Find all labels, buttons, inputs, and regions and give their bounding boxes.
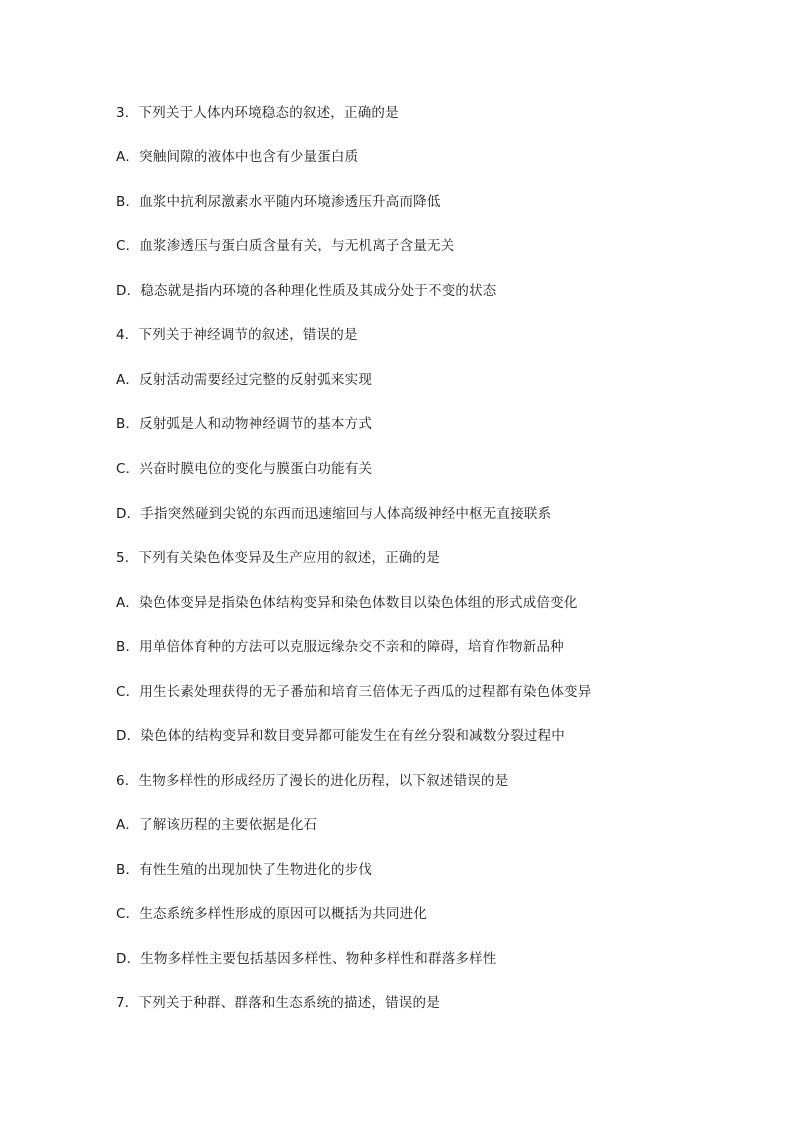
question-5-option-c: C．用生长素处理获得的无子番茄和培育三倍体无子西瓜的过程都有染色体变异	[116, 684, 592, 700]
question-6-option-d: D．生物多样性主要包括基因多样性、物种多样性和群落多样性	[116, 951, 497, 967]
question-4-stem: 4．下列关于神经调节的叙述，错误的是	[116, 327, 358, 343]
question-6-option-b: B．有性生殖的出现加快了生物进化的步伐	[116, 862, 373, 878]
question-3-option-b: B．血浆中抗利尿激素水平随内环境渗透压升高而降低	[116, 194, 441, 210]
question-5-option-a: A．染色体变异是指染色体结构变异和染色体数目以染色体组的形式成倍变化	[116, 595, 578, 611]
question-5-option-d: D．染色体的结构变异和数目变异都可能发生在有丝分裂和减数分裂过程中	[116, 728, 565, 744]
question-3-option-d: D．稳态就是指内环境的各种理化性质及其成分处于不变的状态	[116, 283, 497, 299]
question-3-option-a: A．突触间隙的液体中也含有少量蛋白质	[116, 149, 359, 165]
question-4-option-a: A．反射活动需要经过完整的反射弧来实现	[116, 372, 373, 388]
question-6-option-a: A．了解该历程的主要依据是化石	[116, 817, 318, 833]
question-7-stem: 7．下列关于种群、群落和生态系统的描述，错误的是	[116, 995, 440, 1011]
question-3-option-c: C．血浆渗透压与蛋白质含量有关，与无机离子含量无关	[116, 238, 455, 254]
question-4-option-c: C．兴奋时膜电位的变化与膜蛋白功能有关	[116, 461, 373, 477]
question-3-stem: 3．下列关于人体内环境稳态的叙述，正确的是	[116, 105, 399, 121]
question-6-option-c: C．生态系统多样性形成的原因可以概括为共同进化	[116, 906, 428, 922]
question-5-stem: 5．下列有关染色体变异及生产应用的叙述，正确的是	[116, 550, 440, 566]
question-5-option-b: B．用单倍体育种的方法可以克服远缘杂交不亲和的障碍，培育作物新品种	[116, 639, 564, 655]
question-4-option-b: B．反射弧是人和动物神经调节的基本方式	[116, 416, 373, 432]
question-4-option-d: D．手指突然碰到尖锐的东西而迅速缩回与人体高级神经中枢无直接联系	[116, 506, 552, 522]
question-6-stem: 6．生物多样性的形成经历了漫长的进化历程，以下叙述错误的是	[116, 773, 509, 789]
